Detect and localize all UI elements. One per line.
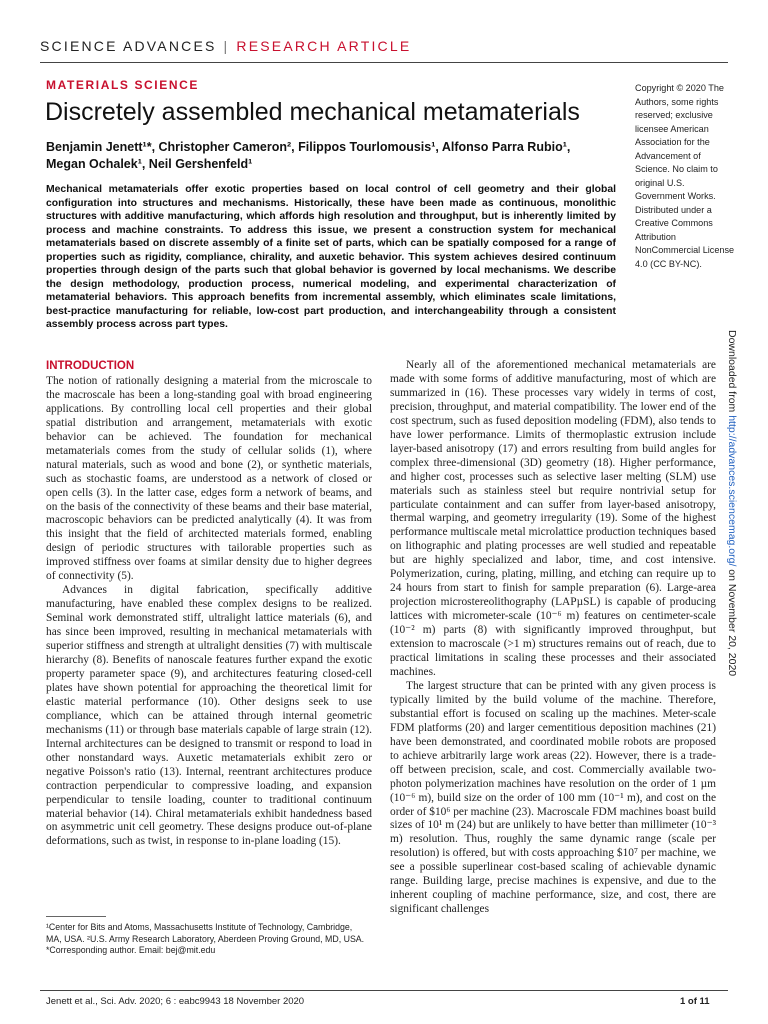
download-suffix: on November 20, 2020 bbox=[726, 566, 738, 677]
footnote-rule bbox=[46, 916, 106, 917]
paragraph: The largest structure that can be printed with any given process is typically limited by the build volume of the machine. Therefore, substantial effort is focused on scaling up the machines. Meter-scale FDM platforms (20) and larger cementitious deposition machines (21) have been demonstrated, and coordinated mobile robots are proposed to achieve arbitrarily large work areas (22). However, there is a trade-off between precision, scale, and cost. Commercially available two-photon polymerization machines have resolution on the order of 1 µm (10⁻⁶ m), build size on the order of 100 mm (10⁻¹ m), and cost on the order of $10⁶ per machine (23). Macroscale FDM machines boast build sizes of 10¹ m (24) but are unlikely to have better than millimeter (10⁻³ m) resolution. Thus, roughly the same dynamic range (scale per resolution) is offered, but with costs approaching $10⁷ per machine, we see a possible superlinear cost-based scaling of achievable dynamic range. Building large, precise machines is expensive, and due to the inherent coupling of machine performance, size, and cost, there are significant challenges bbox=[390, 679, 716, 916]
paragraph: The notion of rationally designing a material from the microscale to the macroscale has been a long-standing goal with broad engineering applications. By controlling local cell properties and their global spatial distribution and arrangement, metamaterials with exotic behavior can be achieved. The foundation for mechanical metamaterials comes from the study of cellular solids (1), where natural materials, such as wood and bone (2), or synthetic materials, such as stochastic foams, are understood as a network of closed or open cells (3). In the latter case, edges form a network of beams, and on the basis of the connectivity of these beams and their base material, macroscopic behaviors can be predicted analytically (4). It was from this insight that the field of architected materials formed, enabling design of periodic structures with tailorable properties such as improved stiffness over foams at similar density due to higher degrees of connectivity (5). bbox=[46, 374, 372, 583]
footer-rule bbox=[40, 990, 728, 991]
introduction-heading: INTRODUCTION bbox=[46, 360, 135, 372]
copyright-notice: Copyright © 2020 The Authors, some rights reserved; exclusive licensee American Association for the Advancement of Science. No claim to original U.S. Government Works. Distributed under a Creative Commons Attribution NonCommercial License 4.0 (CC BY-NC). bbox=[635, 83, 735, 269]
abstract: Mechanical metamaterials offer exotic properties based on local control of cell geometry and their global configuration into structures and mechanisms. Historically, these have been made as continuous, monolithic structures with additive manufacturing, which affords high resolution and throughput, but is inherently limited by process and machine constraints. To address this issue, we present a construction system for mechanical metamaterials based on discrete assembly of a finite set of parts, which can be spatially composed for a range of properties such as rigidity, compliance, chirality, and auxetic behavior. This system achieves desired continuum properties through design of the parts such that global behavior is governed by local mechanisms. We describe the design methodology, production process, numerical modeling, and experimental characterization of metamaterial behaviors. This approach benefits from incremental assembly, which eliminates scale limitations, best-practice manufacturing for reliable, low-cost part production, and interchangeability through a consistent assembly process across part types. bbox=[46, 184, 616, 330]
download-link[interactable]: http://advances.sciencemag.org/ bbox=[726, 415, 738, 567]
header-separator: | bbox=[223, 38, 230, 54]
corresponding-author: *Corresponding author. Email: bej@mit.edu bbox=[46, 945, 216, 955]
section-tag: MATERIALS SCIENCE bbox=[46, 78, 199, 92]
paragraph: Nearly all of the aforementioned mechanical metamaterials are made with some forms of additive manufacturing, most of which are summarized in (16). These processes vary widely in terms of cost, precision, throughput, and material compatibility. The lower end of the cost spectrum, such as fused deposition modeling (FDM), also tends to have lower performance. Limits of thermoplastic extrusion include layer-based anisotropy (17) and errors resulting from build angles for complex three-dimensional (3D) geometry (18). Higher performance, and higher cost, processes such as selective laser melting (SLM) use materials such as stainless steel but require nontrivial setup for particulate containment and can suffer from layer-based anisotropy, thermal warping, and geometry irregularity (19). Some of the highest performance multiscale metal microlattice production techniques based on lithographic and plating processes are well studied and repeatable but are highly specialized and labor, time, and cost intensive. Polymerization, curing, plating, milling, and etching can require up to 24 hours from start to finish for sample preparation (6). Large-area projection microstereolithography (LAPµSL) is capable of producing lattices with micrometer-scale (10⁻⁶ m) features on centimeter-scale (10⁻² m) parts (8) with significantly improved throughput, but extension to macroscale (>1 m) structures remains out of reach, due to practical limitations in scaling these processes and their associated machines. bbox=[390, 359, 716, 678]
citation-footer: Jenett et al., Sci. Adv. 2020; 6 : eabc9943 18 November 2020 bbox=[46, 996, 305, 1007]
download-notice bbox=[726, 330, 738, 676]
page-number: 1 of 11 bbox=[680, 996, 710, 1007]
authors-line-2: Megan Ochalek¹, Neil Gershenfeld¹ bbox=[46, 157, 253, 171]
article-type: RESEARCH ARTICLE bbox=[236, 38, 412, 54]
journal-name: SCIENCE ADVANCES bbox=[40, 38, 217, 54]
journal-header bbox=[40, 38, 411, 54]
author-list bbox=[46, 139, 586, 173]
authors-line-1: Benjamin Jenett¹*, Christopher Cameron², Filippos Tourlomousis¹, Alfonso Parra Rubio¹, bbox=[46, 140, 571, 154]
article-title: Discretely assembled mechanical metamaterials bbox=[45, 98, 580, 126]
left-column bbox=[46, 360, 372, 849]
download-prefix: Downloaded from bbox=[726, 330, 738, 416]
footnotes bbox=[46, 922, 366, 957]
right-column bbox=[390, 359, 716, 917]
header-rule bbox=[40, 62, 728, 63]
affiliations: ¹Center for Bits and Atoms, Massachusetts Institute of Technology, Cambridge, MA, USA. ²U.S. Army Research Laboratory, Aberdeen Proving Ground, MD, USA. bbox=[46, 922, 365, 944]
paragraph: Advances in digital fabrication, specifically additive manufacturing, have enabled these complex designs to be realized. Seminal work demonstrated stiff, ultralight lattice materials (6), and has since been improved, resulting in mechanical metamaterials with superior stiffness and strength at ultralight densities (7) with multiscale hierarchy (8). Benefits of nanoscale features further expand the exotic property parameter space (9), and architectures featuring closed-cell plates have shown potential for approaching the theoretical limit for elastic material performance (10). Other designs seek to use compliance, which can be attained through internal geometric mechanisms (11) or through base materials capable of large strain (12). Internal architectures can be designed to transmit or respond to load in other nonstandard ways. Auxetic metamaterials exhibit zero or negative Poisson's ratio (13). Internal, reentrant architectures produce contraction perpendicular to compressive loading, and expansion perpendicular to tensile loading, counter to traditional continuum material behavior (14). Chiral metamaterials exhibit handedness based on asymmetric unit cell geometry. These designs produce out-of-plane deformations, such as twist, in response to in-plane loading (15). bbox=[46, 584, 372, 848]
